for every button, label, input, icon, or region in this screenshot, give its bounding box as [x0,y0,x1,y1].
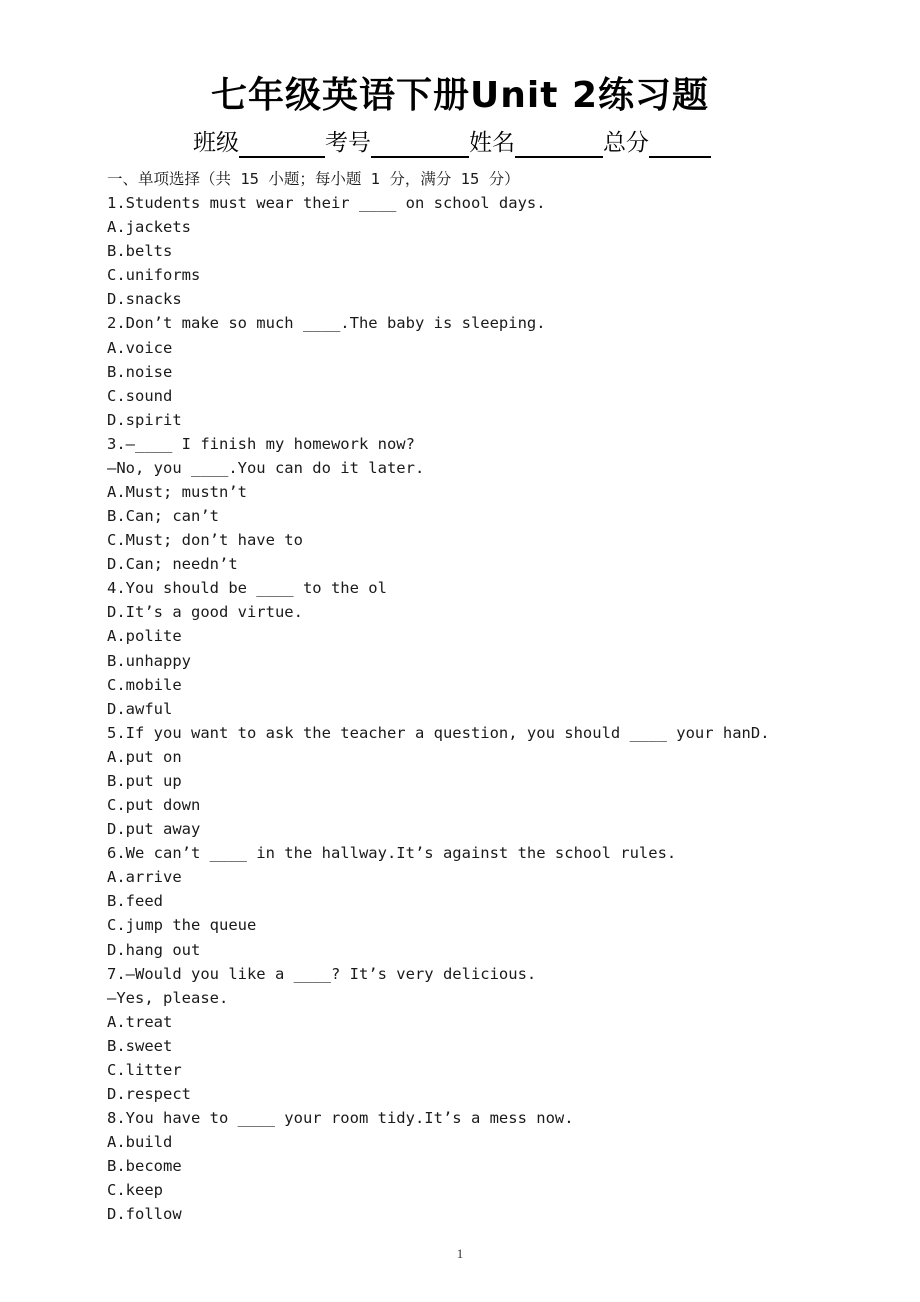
option-a: A.voice [107,338,173,357]
exam-number-blank[interactable] [371,130,469,158]
option-d: D.follow [107,1205,182,1224]
option-a: A.arrive [107,868,182,887]
option-a: A.polite [107,627,182,646]
question-section [107,167,827,1226]
option-b: B.belts [107,242,173,261]
option-c: C.uniforms [107,266,201,285]
class-blank[interactable] [239,130,325,158]
question-stem: 5.If you want to ask the teacher a question, you should ____ your hanD. [107,723,770,742]
option-b: B.become [107,1157,182,1176]
question-stem: 3.—____ I finish my homework now? [107,434,415,453]
option-b: B.noise [107,362,173,381]
option-d: D.respect [107,1084,191,1103]
option-b: B.Can; can’t [107,507,219,526]
option-c: C.keep [107,1181,163,1200]
option-d: D.put away [107,820,201,839]
worksheet-title: 七年级英语下册Unit 2练习题 [211,75,709,116]
question-6 [107,841,827,961]
question-1 [107,191,827,311]
class-label: 班级 [193,130,239,156]
question-stem: 7.—Would you like a ____? It’s very delicious. [107,964,537,983]
question-stem: 6.We can’t ____ in the hallway.It’s against the school rules. [107,844,677,863]
question-stem-continued: —Yes, please. [107,988,229,1007]
total-score-label: 总分 [603,130,649,156]
option-d: D.spirit [107,410,182,429]
total-score-blank[interactable] [649,130,711,158]
question-3 [107,432,827,576]
option-d: D.snacks [107,290,182,309]
exam-number-label: 考号 [325,130,371,156]
name-blank[interactable] [515,130,603,158]
question-7 [107,962,827,1106]
option-c: C.Must; don’t have to [107,531,303,550]
name-label: 姓名 [469,130,515,156]
option-a: A.build [107,1133,173,1152]
option-b: B.unhappy [107,651,191,670]
question-stem: 1.Students must wear their ____ on school days. [107,194,546,213]
page-number: 1 [456,1246,464,1261]
option-b: B.sweet [107,1036,173,1055]
option-c: C.sound [107,386,173,405]
option-a: A.Must; mustn’t [107,483,247,502]
question-5 [107,721,827,841]
option-a: A.jackets [107,218,191,237]
option-a: A.treat [107,1012,173,1031]
question-stem-continued: —No, you ____.You can do it later. [107,458,425,477]
question-8 [107,1106,827,1226]
option-d: D.awful [107,699,173,718]
question-stem: 2.Don’t make so much ____.The baby is sleeping. [107,314,546,333]
section-heading: 一、单项选择（共 15 小题；每小题 1 分，满分 15 分） [107,170,520,188]
question-stem: 8.You have to ____ your room tidy.It’s a mess now. [107,1109,574,1128]
question-stem-continued: D.It’s a good virtue. [107,603,303,622]
option-c: C.put down [107,796,201,815]
question-4 [107,576,827,720]
option-c: C.mobile [107,675,182,694]
option-d: D.Can; needn’t [107,555,238,574]
option-b: B.put up [107,771,182,790]
option-a: A.put on [107,747,182,766]
option-c: C.litter [107,1060,182,1079]
option-d: D.hang out [107,940,201,959]
question-stem: 4.You should be ____ to the ol [107,579,387,598]
question-2 [107,311,827,431]
option-b: B.feed [107,892,163,911]
option-c: C.jump the queue [107,916,257,935]
student-info-line [193,126,711,160]
